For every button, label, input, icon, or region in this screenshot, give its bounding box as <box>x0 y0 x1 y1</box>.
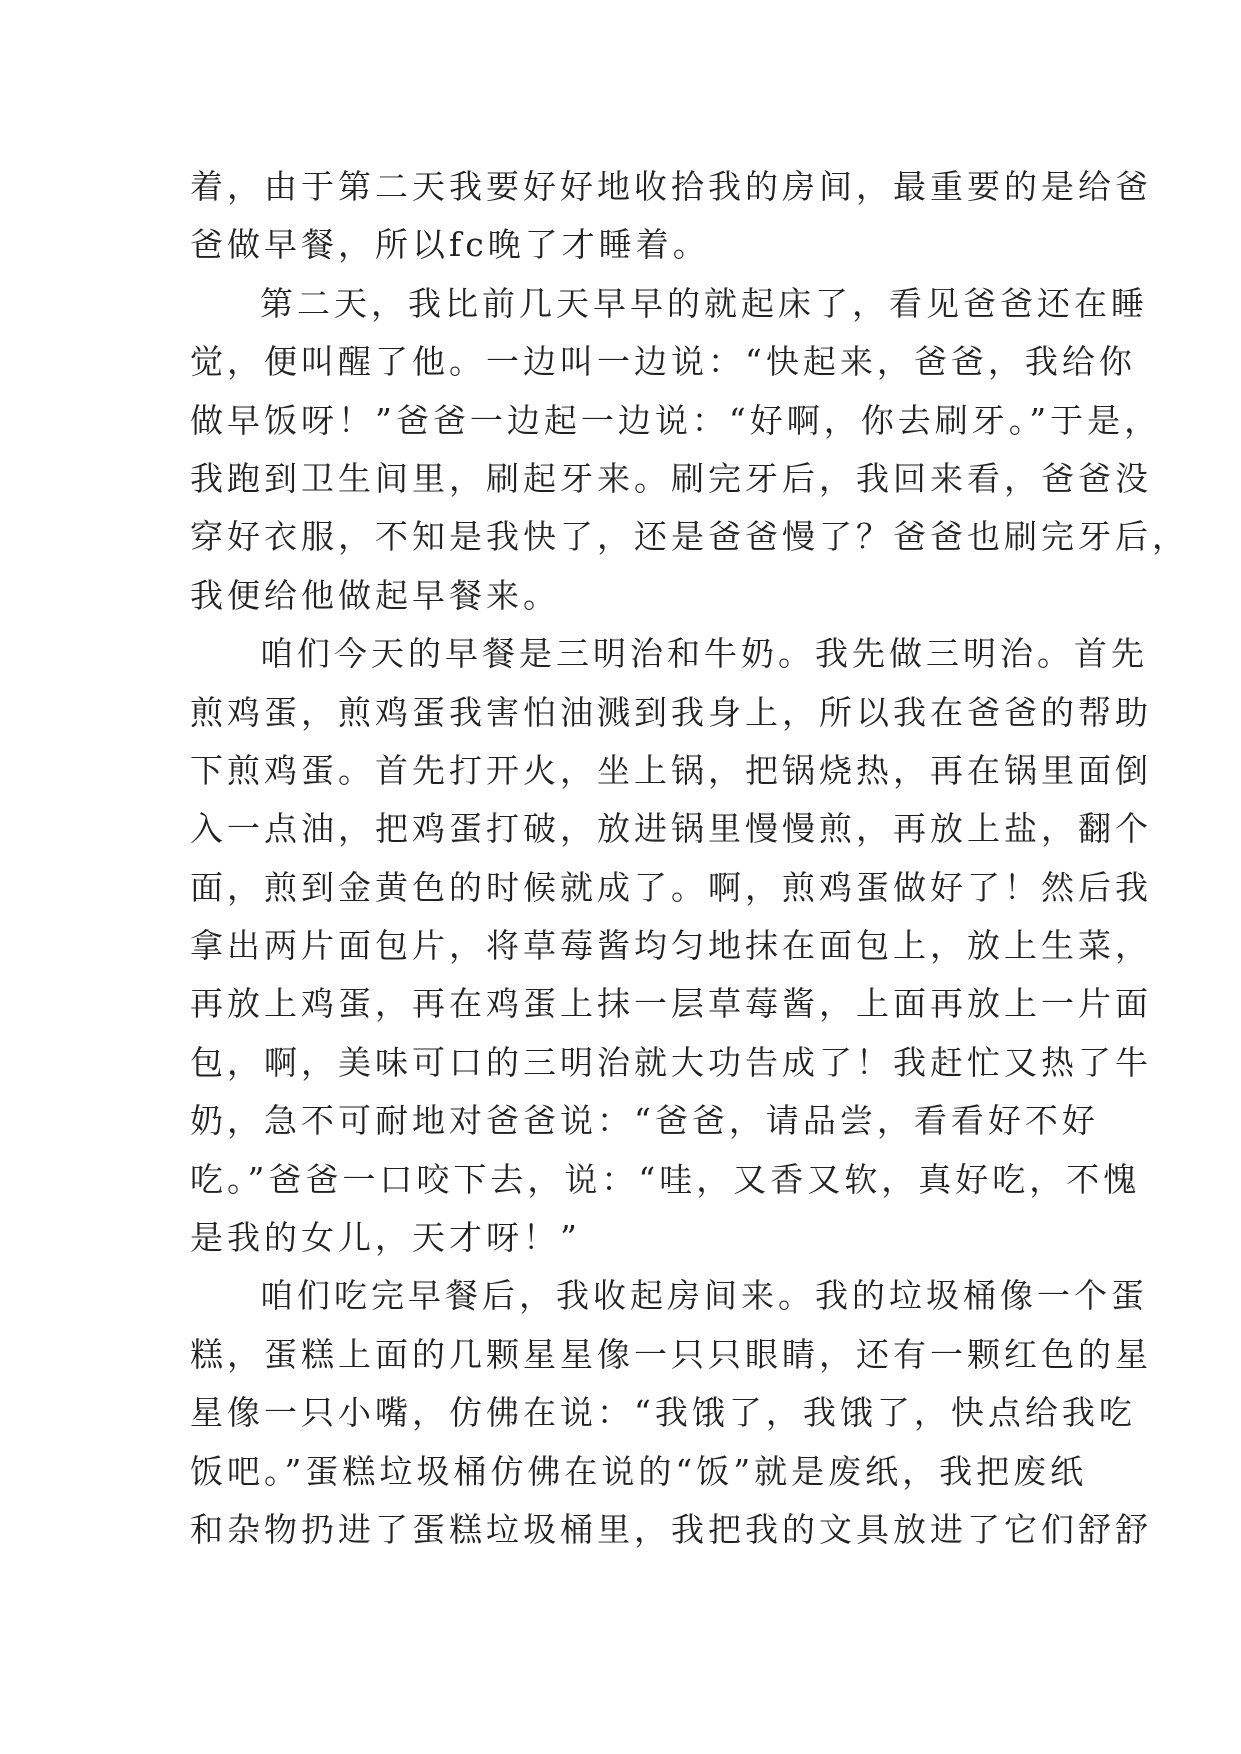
text-line: 觉，便叫醒了他。一边叫一边说：“快起来，爸爸，我给你 <box>190 342 1136 382</box>
text-line: 包，啊，美味可口的三明治就大功告成了！我赶忙又热了牛 <box>190 1042 1152 1082</box>
text-line: 下煎鸡蛋。首先打开火，坐上锅，把锅烧热，再在锅里面倒 <box>190 750 1152 790</box>
essay-text <box>190 158 1189 1559</box>
text-line: 我跑到卫生间里，刷起牙来。刷完牙后，我回来看，爸爸没 <box>190 458 1152 498</box>
text-line: 面，煎到金黄色的时候就成了。啊，煎鸡蛋做好了！然后我 <box>190 867 1152 907</box>
text-line: 糕，蛋糕上面的几颗星星像一只只眼睛，还有一颗红色的星 <box>190 1334 1152 1374</box>
text-line: 着，由于第二天我要好好地收拾我的房间，最重要的是给爸 <box>190 167 1152 206</box>
text-line: 穿好衣服，不知是我快了，还是爸爸慢了？爸爸也刷完牙后， <box>190 517 1189 557</box>
text-line: 再放上鸡蛋，再在鸡蛋上抹一层草莓酱，上面再放上一片面 <box>190 984 1152 1024</box>
text-line: 是我的女儿，天才呀！” <box>190 1218 581 1258</box>
text-line: 奶，急不可耐地对爸爸说：“爸爸，请品尝，看看好不好 <box>190 1101 1099 1141</box>
text-line: 做早饭呀！”爸爸一边起一边说：“好啊，你去刷牙。”于是， <box>190 400 1162 440</box>
text-line: 饭吧。”蛋糕垃圾桶仿佛在说的“饭”就是废纸，我把废纸 <box>190 1451 1088 1491</box>
paragraph-start-line: 咱们吃完早餐后，我收起房间来。我的垃圾桶像一个蛋 <box>260 1276 1148 1316</box>
paragraph-start-line: 第二天，我比前几天早早的就起床了，看见爸爸还在睡 <box>260 283 1148 323</box>
paragraph-start-line: 咱们今天的早餐是三明治和牛奶。我先做三明治。首先 <box>260 634 1148 674</box>
text-line: 和杂物扔进了蛋糕垃圾桶里，我把我的文具放进了它们舒舒 <box>190 1509 1152 1549</box>
text-line: 爸做早餐，所以fc晚了才睡着。 <box>190 225 710 265</box>
text-line: 吃。”爸爸一口咬下去，说：“哇，又香又软，真好吃，不愧 <box>190 1159 1141 1199</box>
text-line: 拿出两片面包片，将草莓酱均匀地抹在面包上，放上生菜， <box>190 926 1152 966</box>
text-line: 煎鸡蛋，煎鸡蛋我害怕油溅到我身上，所以我在爸爸的帮助 <box>190 692 1152 732</box>
text-line: 入一点油，把鸡蛋打破，放进锅里慢慢煎，再放上盐，翻个 <box>190 809 1152 849</box>
text-line: 我便给他做起早餐来。 <box>190 575 560 615</box>
text-line: 星像一只小嘴，仿佛在说：“我饿了，我饿了，快点给我吃 <box>190 1393 1136 1433</box>
